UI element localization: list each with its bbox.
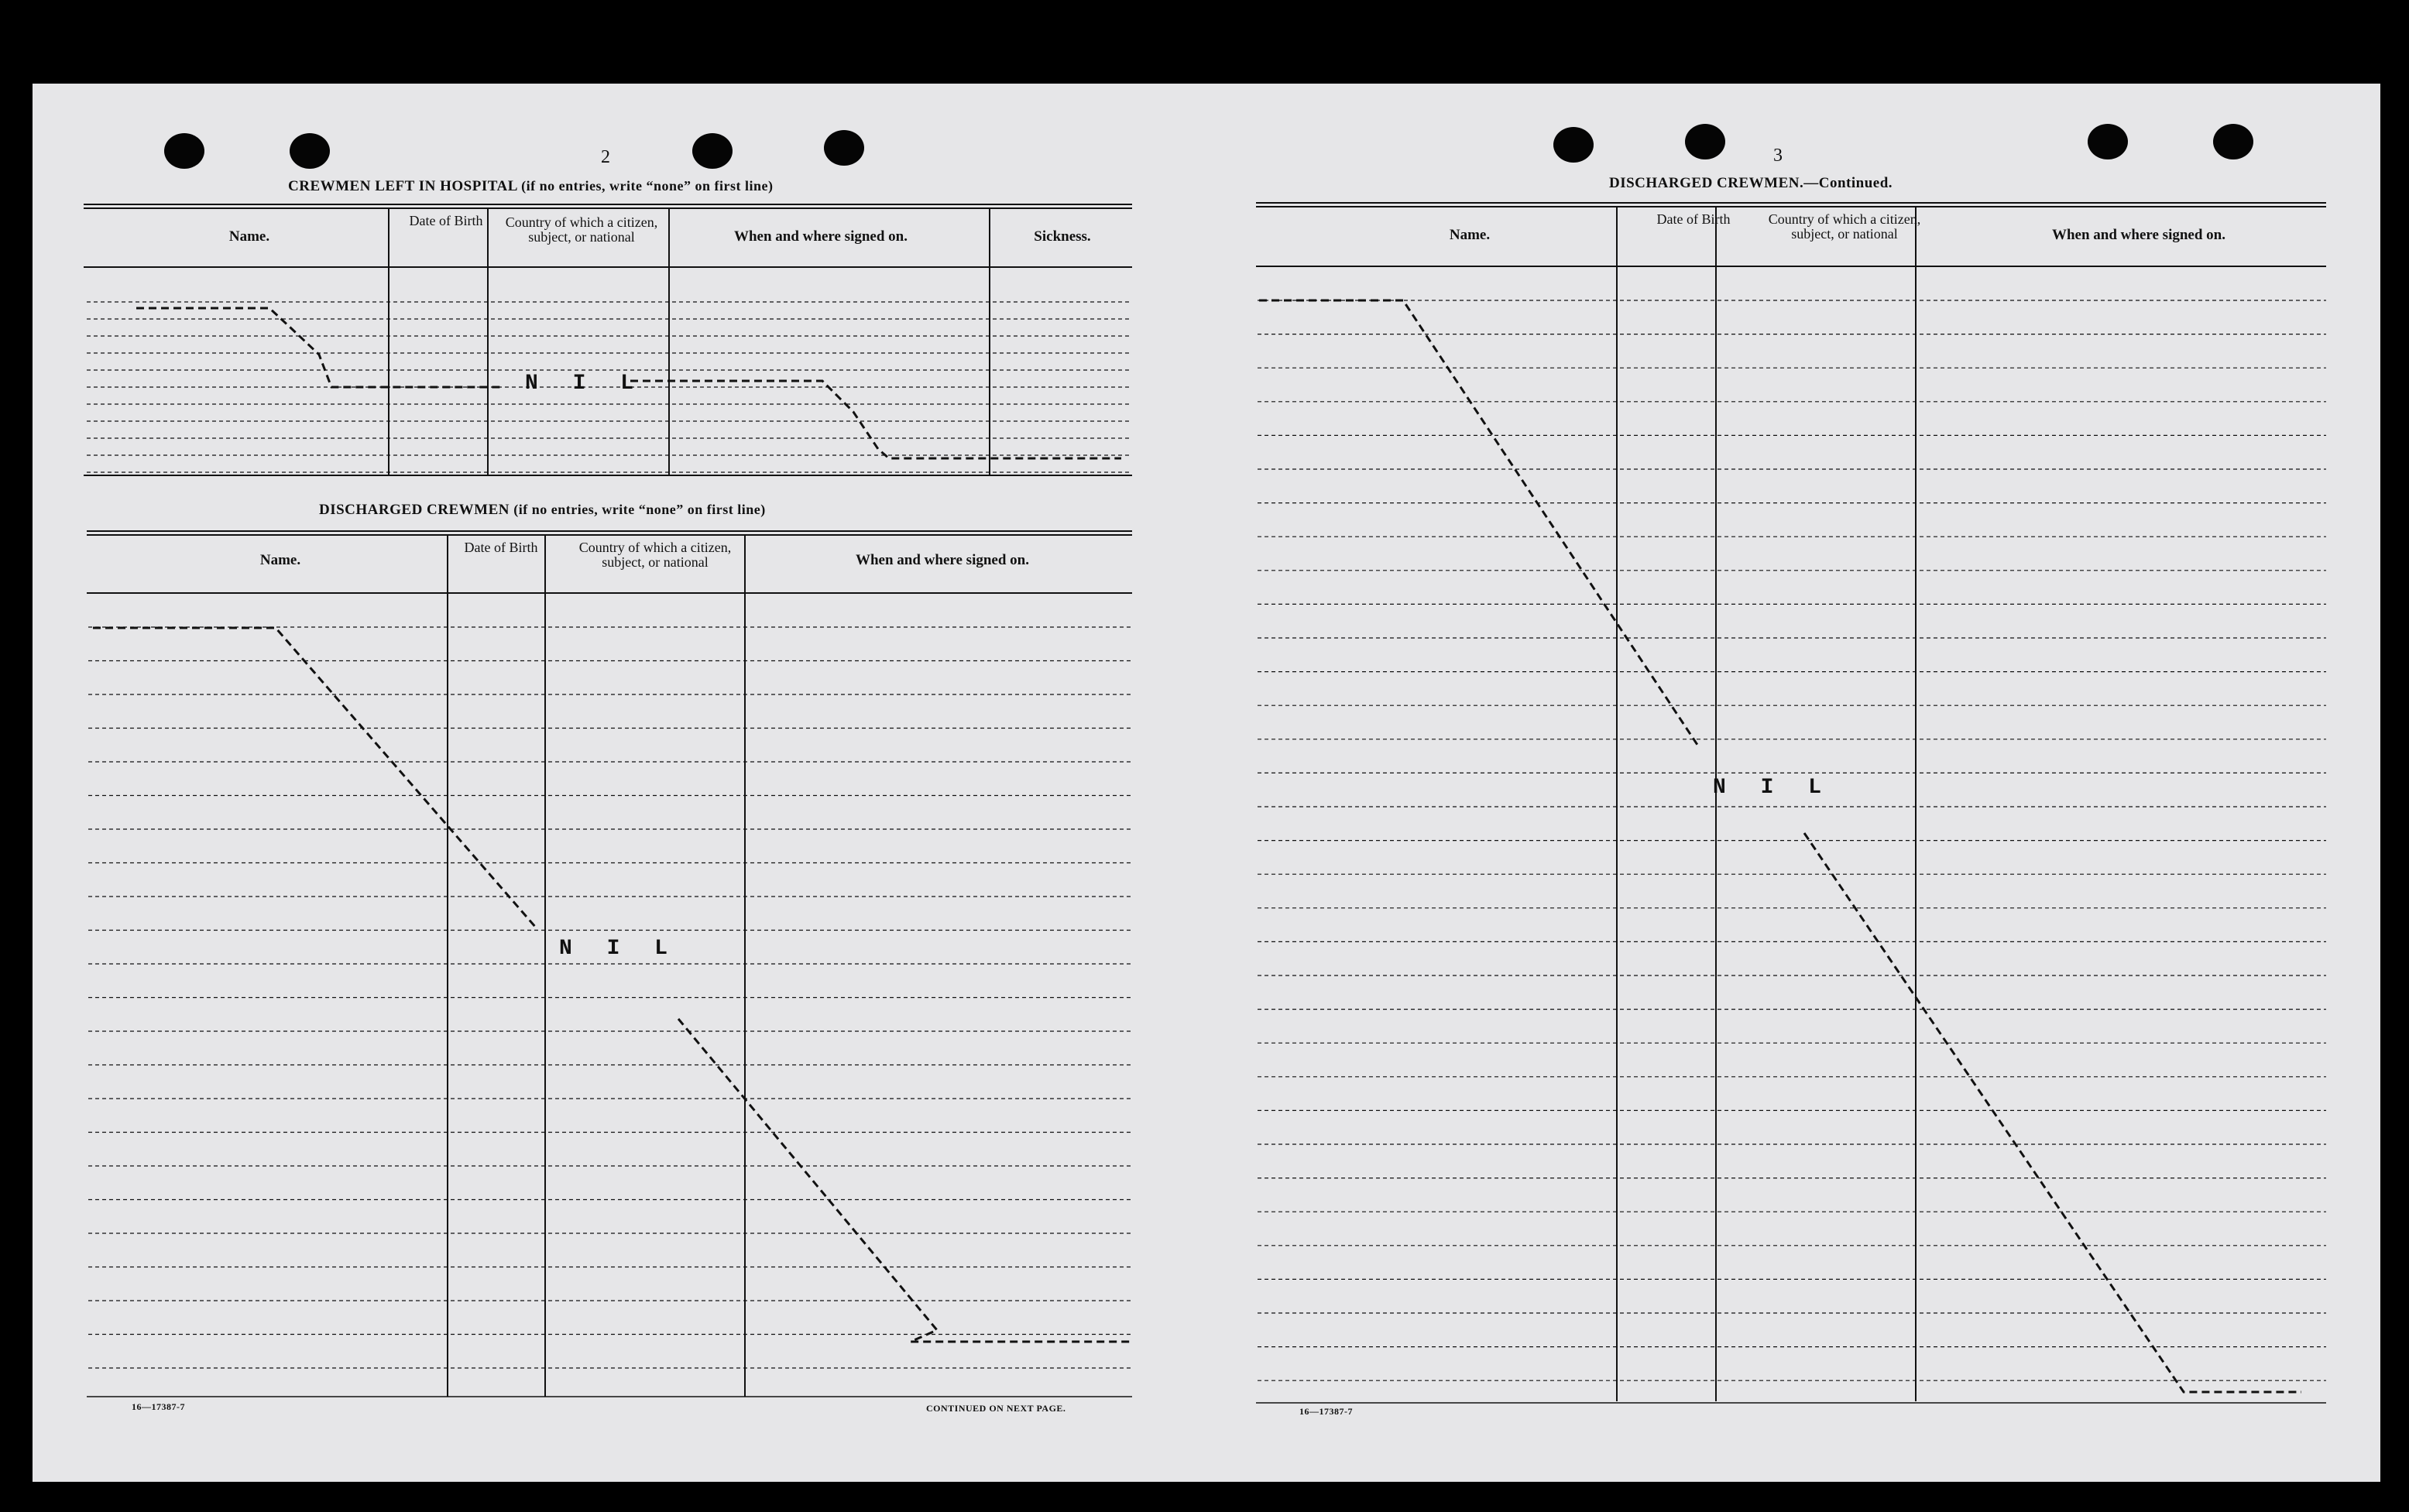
col-header-name: Name. (259, 552, 301, 568)
cancel-stroke (1259, 300, 1697, 745)
col-header-date-of-birth: Date of Birth (1656, 211, 1731, 227)
col-header-country: Country of which a citizen, subject, or national (578, 540, 732, 570)
form-number: 16—17387-7 (1299, 1406, 1353, 1417)
col-header-country: Country of which a citizen, subject, or national (1768, 211, 1921, 242)
cancel-stroke (678, 1019, 1132, 1342)
form-sheet (33, 84, 2380, 1482)
cancel-stroke (1804, 833, 2301, 1392)
hospital-title-text: CREWMEN LEFT IN HOSPITAL (288, 178, 517, 194)
col-header-name: Name. (228, 228, 270, 245)
col-header-name: Name. (1449, 227, 1491, 243)
col-header-date-of-birth: Date of Birth (464, 540, 538, 555)
col-header-date-of-birth: Date of Birth (409, 213, 483, 228)
form-number: 16—17387-7 (132, 1401, 185, 1412)
col-header-signed-on: When and where signed on. (2051, 227, 2225, 243)
discharged-section-title (319, 502, 766, 519)
hospital-section-title (288, 178, 774, 195)
cancel-stroke (630, 381, 1121, 458)
form-rulings (33, 84, 2380, 1482)
discharged-nil-entry: N I L (559, 937, 679, 961)
discharged-continued-title: DISCHARGED CREWMEN.—Continued. (1609, 175, 1893, 191)
cancel-stroke (93, 628, 536, 927)
col-header-country: Country of which a citizen, subject, or national (505, 214, 658, 245)
right-nil-entry: N I L (1713, 776, 1833, 800)
page-number: 3 (1773, 146, 1783, 166)
page-number: 2 (601, 147, 610, 167)
continued-note: CONTINUED ON NEXT PAGE. (926, 1403, 1066, 1414)
discharged-instruction: (if no entries, write “none” on first line) (513, 502, 766, 517)
cancel-stroke (136, 308, 500, 387)
col-header-sickness: Sickness. (1034, 228, 1091, 245)
col-header-signed-on: When and where signed on. (855, 552, 1029, 568)
hospital-nil-entry: N I L (525, 372, 645, 396)
hospital-instruction: (if no entries, write “none” on first line) (521, 178, 774, 194)
discharged-title-text: DISCHARGED CREWMEN (319, 502, 510, 518)
col-header-signed-on: When and where signed on. (733, 228, 908, 245)
